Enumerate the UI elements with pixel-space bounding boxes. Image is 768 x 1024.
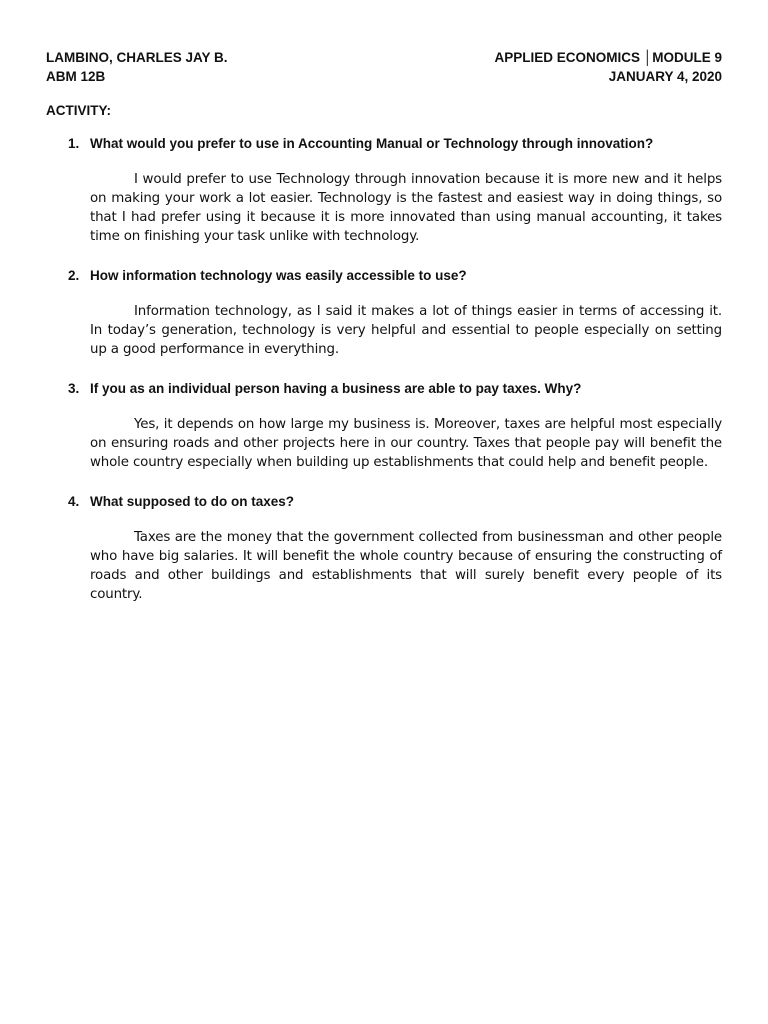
question-row <box>46 134 722 153</box>
question-number-text: 4. <box>68 494 80 509</box>
student-name: LAMBINO, CHARLES JAY B. <box>46 50 228 65</box>
question-item-3 <box>46 379 722 472</box>
question-item-1 <box>46 134 722 246</box>
student-info <box>46 48 228 86</box>
question-number-text: 3. <box>68 381 80 396</box>
activity-heading: ACTIVITY: <box>46 103 111 118</box>
student-section: ABM 12B <box>46 69 106 84</box>
question-number <box>46 266 90 285</box>
answer-text: Yes, it depends on how large my business is. Moreover, taxes are helpful most especially on ensuring roads and other projects here in our country. Taxes that people pay will benefit the whole country especially when building up establishments that could help and benefit people. <box>90 417 722 470</box>
module-info <box>495 48 722 86</box>
question-text: What supposed to do on taxes? <box>90 494 295 509</box>
document-header <box>46 48 722 86</box>
question-text: How information technology was easily accessible to use? <box>90 268 467 283</box>
question-list <box>46 134 722 604</box>
question-number-text: 1. <box>68 136 80 151</box>
question-row <box>46 379 722 398</box>
question-number <box>46 379 90 398</box>
question-text: If you as an individual person having a business are able to pay taxes. Why? <box>90 381 582 396</box>
question-number <box>46 134 90 153</box>
answer-text: Information technology, as I said it makes a lot of things easier in terms of accessing it. In today’s generation, technology is very helpful and essential to people especially on setting up a good performance in everything. <box>90 304 722 357</box>
question-item-2 <box>46 266 722 359</box>
question-item-4 <box>46 492 722 604</box>
question-row <box>46 266 722 285</box>
question-text: What would you prefer to use in Accounting Manual or Technology through innovation? <box>90 136 654 151</box>
question-number-text: 2. <box>68 268 80 283</box>
document-page <box>46 48 722 624</box>
answer-text: I would prefer to use Technology through innovation because it is more new and it helps on making your work a lot easier. Technology is the fastest and easiest way in doing things, so that I had prefer using it because it is more innovated than using manual accounting, it takes time on finishing your task unlike with technology. <box>90 172 722 244</box>
question-number <box>46 492 90 511</box>
question-row <box>46 492 722 511</box>
subject-module: APPLIED ECONOMICS │MODULE 9 <box>494 50 722 65</box>
answer-text: Taxes are the money that the government collected from businessman and other people who have big salaries. It will benefit the whole country because of ensuring the constructing of roads and other buildings and establishments that will surely benefit every people of its country. <box>90 530 722 602</box>
document-date: JANUARY 4, 2020 <box>608 69 722 84</box>
